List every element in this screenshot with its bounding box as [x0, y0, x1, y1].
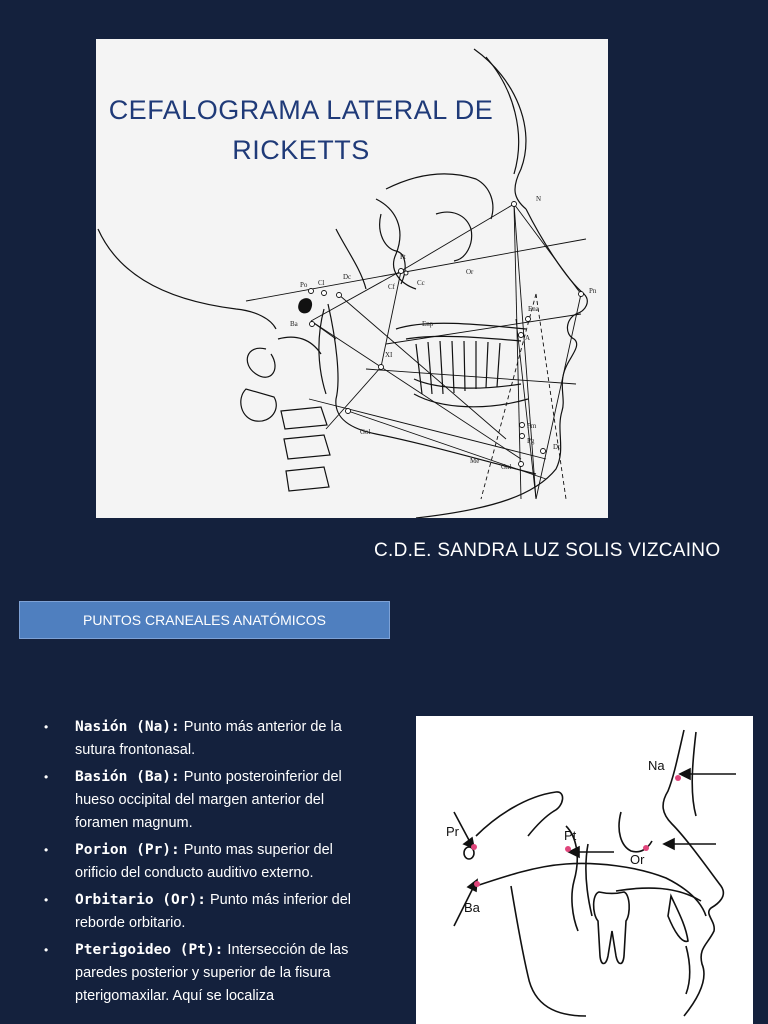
- point-term: Orbitario (Or):: [75, 892, 206, 908]
- author-name: C.D.E. SANDRA LUZ SOLIS VIZCAINO: [374, 540, 721, 561]
- list-item: [44, 939, 370, 1008]
- point-term: Basión (Ba):: [75, 769, 180, 785]
- ceph-label-pn: Pn: [589, 287, 597, 295]
- point-description: Punto más anterior de la sutura frontonasal.: [75, 719, 342, 758]
- ceph-label-ba: Ba: [290, 320, 298, 328]
- ceph-label-po: Po: [300, 281, 308, 289]
- ceph-label-a: A: [525, 334, 531, 342]
- landmark-detail-drawing: [416, 716, 753, 1024]
- list-item: [44, 766, 370, 835]
- list-item: [44, 889, 370, 935]
- detail-label-ba: Ba: [464, 900, 480, 915]
- ceph-label-dt: Dt: [553, 443, 560, 451]
- ceph-label-n: N: [536, 195, 542, 203]
- section-banner: PUNTOS CRANEALES ANATÓMICOS: [19, 601, 390, 639]
- ceph-label-cc: Cc: [417, 279, 425, 287]
- point-description: Punto posteroinferior del hueso occipital del margen anterior del foramen magnum.: [75, 769, 342, 831]
- bullet: •: [44, 843, 49, 857]
- bullet: •: [44, 943, 49, 957]
- point-description: Punto mas superior del orificio del conducto auditivo externo.: [75, 842, 333, 881]
- ceph-label-pg: Pg: [527, 437, 535, 445]
- bullet: •: [44, 770, 49, 784]
- ceph-label-gnl: Gnl: [501, 463, 512, 471]
- ceph-label-pt: Pt: [400, 253, 406, 261]
- detail-label-or: Or: [630, 852, 645, 867]
- slide-title-line1: CEFALOGRAMA LATERAL DE: [108, 95, 494, 125]
- ceph-label-gol: Gol: [360, 428, 371, 436]
- slide-title-line2: RICKETTS: [232, 135, 370, 165]
- point-description: Intersección de las paredes posterior y superior de la fisura pterigomaxilar. Aquí se localiza: [75, 942, 349, 1004]
- cephalogram-figure: [96, 39, 608, 518]
- ceph-label-or: Or: [466, 268, 474, 276]
- detail-label-na: Na: [648, 758, 665, 773]
- point-term: Porion (Pr):: [75, 842, 180, 858]
- list-item: [44, 716, 370, 762]
- bullet: •: [44, 893, 49, 907]
- ceph-label-enp: Enp: [422, 320, 434, 328]
- ceph-label-dc: Dc: [343, 273, 352, 281]
- landmark-detail-figure: [416, 716, 753, 1024]
- point-term: Nasión (Na):: [75, 719, 180, 735]
- ceph-label-pm: Pm: [527, 422, 537, 430]
- point-description: Punto más inferior del reborde orbitario.: [75, 892, 352, 931]
- ceph-label-cl: Cl: [318, 279, 325, 287]
- point-term: Pterigoideo (Pt):: [75, 942, 224, 958]
- bullet: •: [44, 720, 49, 734]
- ceph-label-ena: Ena: [528, 305, 539, 313]
- detail-label-pt: Pt: [564, 828, 577, 843]
- list-item: [44, 839, 370, 885]
- points-list: [44, 716, 370, 1012]
- ceph-label-me: Me: [470, 457, 480, 465]
- detail-label-pr: Pr: [446, 824, 459, 839]
- ceph-label-cf: Cf: [388, 283, 395, 291]
- ceph-label-xi: XI: [385, 351, 393, 359]
